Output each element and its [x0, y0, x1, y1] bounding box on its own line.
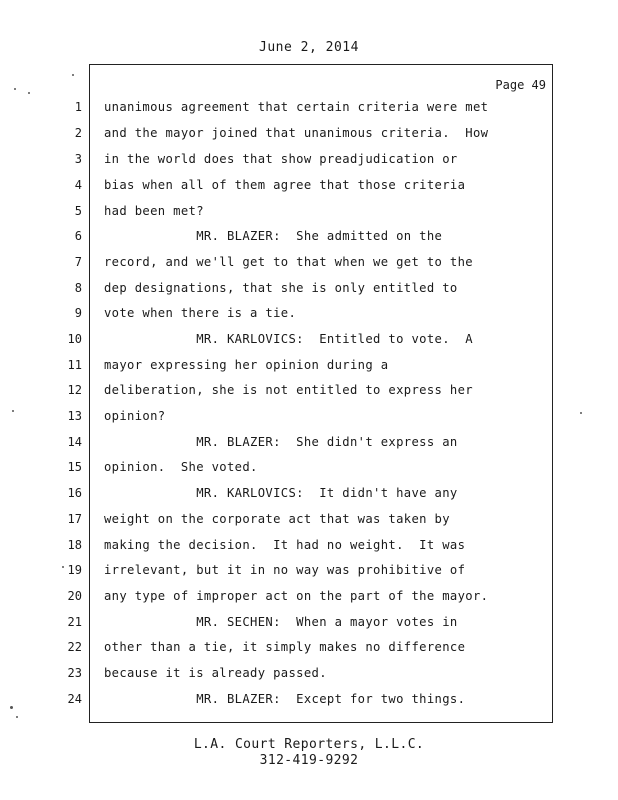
line-text: opinion. She voted.	[104, 460, 258, 474]
page-number: Page 49	[495, 78, 546, 92]
line-number: 6	[74, 229, 82, 243]
scan-speck	[62, 566, 64, 568]
header-date: June 2, 2014	[259, 40, 359, 55]
line-number: 16	[67, 486, 82, 500]
line-text: any type of improper act on the part of the mayor.	[104, 589, 489, 603]
line-number: 4	[74, 178, 82, 192]
line-number: 13	[67, 409, 82, 423]
line-text: in the world does that show preadjudication or	[104, 152, 458, 166]
line-number: 23	[67, 666, 82, 680]
line-number: 5	[74, 204, 82, 218]
scan-speck	[72, 74, 74, 76]
line-number: 12	[67, 383, 82, 397]
line-text: bias when all of them agree that those criteria	[104, 178, 466, 192]
line-text: irrelevant, but it in no way was prohibitive of	[104, 563, 466, 577]
line-number: 24	[67, 692, 82, 706]
line-text: deliberation, she is not entitled to express her	[104, 383, 473, 397]
line-number: 1	[74, 100, 82, 114]
footer-company: L.A. Court Reporters, L.L.C.	[193, 737, 425, 752]
scan-speck	[28, 92, 30, 94]
line-text: and the mayor joined that unanimous criteria. How	[104, 126, 489, 140]
scan-speck	[16, 716, 18, 718]
scan-speck	[14, 88, 16, 90]
line-number: 2	[74, 126, 82, 140]
line-number: 11	[67, 358, 82, 372]
line-number: 18	[67, 538, 82, 552]
line-text: MR. SECHEN: When a mayor votes in	[104, 615, 458, 629]
line-text: other than a tie, it simply makes no difference	[104, 640, 466, 654]
scan-speck	[10, 706, 13, 709]
line-text: MR. KARLOVICS: It didn't have any	[104, 486, 458, 500]
line-number: 10	[67, 332, 82, 346]
line-number: 9	[74, 306, 82, 320]
line-number: 7	[74, 255, 82, 269]
footer-phone: 312-419-9292	[259, 753, 359, 768]
line-text: MR. BLAZER: Except for two things.	[104, 692, 466, 706]
line-text: MR. BLAZER: She didn't express an	[104, 435, 458, 449]
line-number: 8	[74, 281, 82, 295]
line-text: opinion?	[104, 409, 166, 423]
line-text: mayor expressing her opinion during a	[104, 358, 389, 372]
line-text: MR. KARLOVICS: Entitled to vote. A	[104, 332, 473, 346]
line-text: dep designations, that she is only entitled to	[104, 281, 458, 295]
line-text: vote when there is a tie.	[104, 306, 297, 320]
scan-speck	[580, 412, 582, 414]
line-text: weight on the corporate act that was taken by	[104, 512, 450, 526]
line-text: unanimous agreement that certain criteria were met	[104, 100, 489, 114]
line-text: making the decision. It had no weight. It was	[104, 538, 466, 552]
line-number: 20	[67, 589, 82, 603]
line-number: 22	[67, 640, 82, 654]
line-text: MR. BLAZER: She admitted on the	[104, 229, 443, 243]
line-text: had been met?	[104, 204, 204, 218]
line-number: 15	[67, 460, 82, 474]
scan-speck	[12, 410, 14, 412]
line-number: 21	[67, 615, 82, 629]
line-number: 14	[67, 435, 82, 449]
line-number: 17	[67, 512, 82, 526]
line-number: 19	[67, 563, 82, 577]
line-number: 3	[74, 152, 82, 166]
line-text: record, and we'll get to that when we get to the	[104, 255, 473, 269]
line-text: because it is already passed.	[104, 666, 327, 680]
